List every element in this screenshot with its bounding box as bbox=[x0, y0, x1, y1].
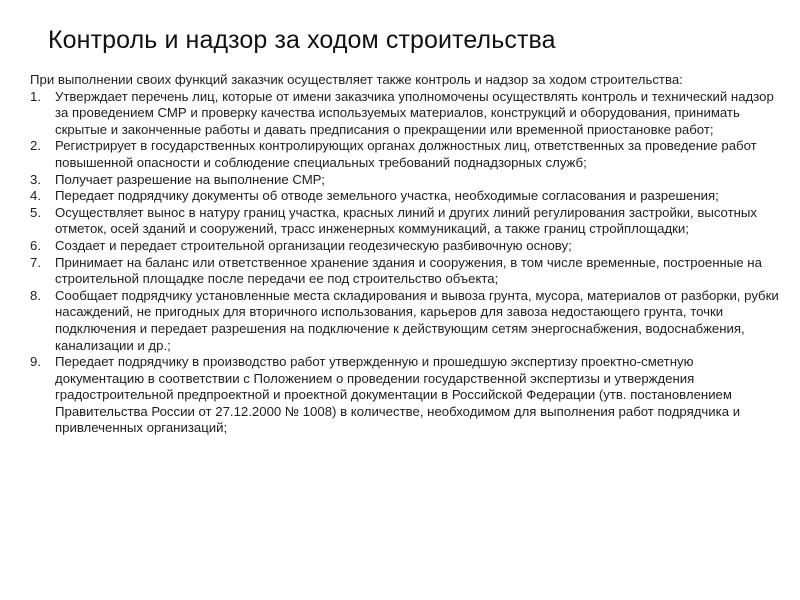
list-item bbox=[30, 205, 782, 238]
list-item bbox=[30, 138, 782, 171]
item-number: 6. bbox=[30, 237, 41, 253]
item-number: 5. bbox=[30, 204, 41, 220]
item-text: Принимает на баланс или ответственное хранение здания и сооружения, в том числе временные, построенные на строительной площадке после передачи ее под строительство объекта; bbox=[55, 254, 762, 287]
item-number: 7. bbox=[30, 254, 41, 270]
list-item bbox=[30, 188, 782, 205]
item-text: Передает подрядчику документы об отводе земельного участка, необходимые согласования и разрешения; bbox=[55, 188, 719, 204]
slide-title: Контроль и надзор за ходом строительства bbox=[48, 26, 556, 54]
list-item bbox=[30, 172, 782, 189]
item-text: Осуществляет вынос в натуру границ участка, красных линий и других линий регулирования застройки, высотных отметок, осей зданий и сооружений, трасс инженерных коммуникаций, а также границ стройплощадки; bbox=[55, 204, 757, 237]
list-item bbox=[30, 255, 782, 288]
intro-paragraph: При выполнении своих функций заказчик осуществляет также контроль и надзор за ходом строительства: bbox=[30, 72, 683, 87]
list-item bbox=[30, 354, 782, 437]
item-number: 1. bbox=[30, 88, 41, 104]
item-text: Регистрирует в государственных контролирующих органах должностных лиц, ответственных за проведение работ повышенной опасности и соблюдение специальных требований поднадзорных служб; bbox=[55, 138, 757, 170]
slide-body bbox=[30, 72, 782, 437]
item-text: Сообщает подрядчику установленные места складирования и вывоза грунта, мусора, материалов от разборки, рубки насаждений, не пригодных для вторичного использования, карьеров для завоза недостающего грунта, точки подключения и передает разрешения на подключение к действующим сетям энергоснабжения, водоснабжения, канализации и др.; bbox=[55, 287, 779, 353]
list-item bbox=[30, 238, 782, 255]
item-text: Создает и передает строительной организации геодезическую разбивочную основу; bbox=[55, 237, 572, 253]
item-number: 4. bbox=[30, 188, 41, 204]
item-text: Получает разрешение на выполнение СМР; bbox=[55, 171, 325, 187]
list-item bbox=[30, 89, 782, 139]
duties-list bbox=[30, 89, 782, 437]
item-number: 2. bbox=[30, 138, 41, 154]
item-text: Утверждает перечень лиц, которые от имени заказчика уполномочены осуществлять контроль и технический надзор за проведением СМР и проверку качества используемых материалов, конструкций и оборудования, принимать скрытые и законченные работы и давать предписания о прекращении или временной приостановке работ; bbox=[55, 88, 774, 137]
item-number: 3. bbox=[30, 171, 41, 187]
list-item bbox=[30, 288, 782, 354]
item-text: Передает подрядчику в производство работ утвержденную и прошедшую экспертизу проектно-сметную документацию в соответствии с Положением о проведении государственной экспертизы и утверждения градостроительной предпроектной и проектной документации в Российской Федерации (утв. постановлением Правительства России от 27.12.2000 № 1008) в количестве, необходимом для выполнения работ подрядчика и привлеченных организаций; bbox=[55, 354, 741, 436]
item-number: 8. bbox=[30, 287, 41, 303]
item-number: 9. bbox=[30, 354, 41, 370]
